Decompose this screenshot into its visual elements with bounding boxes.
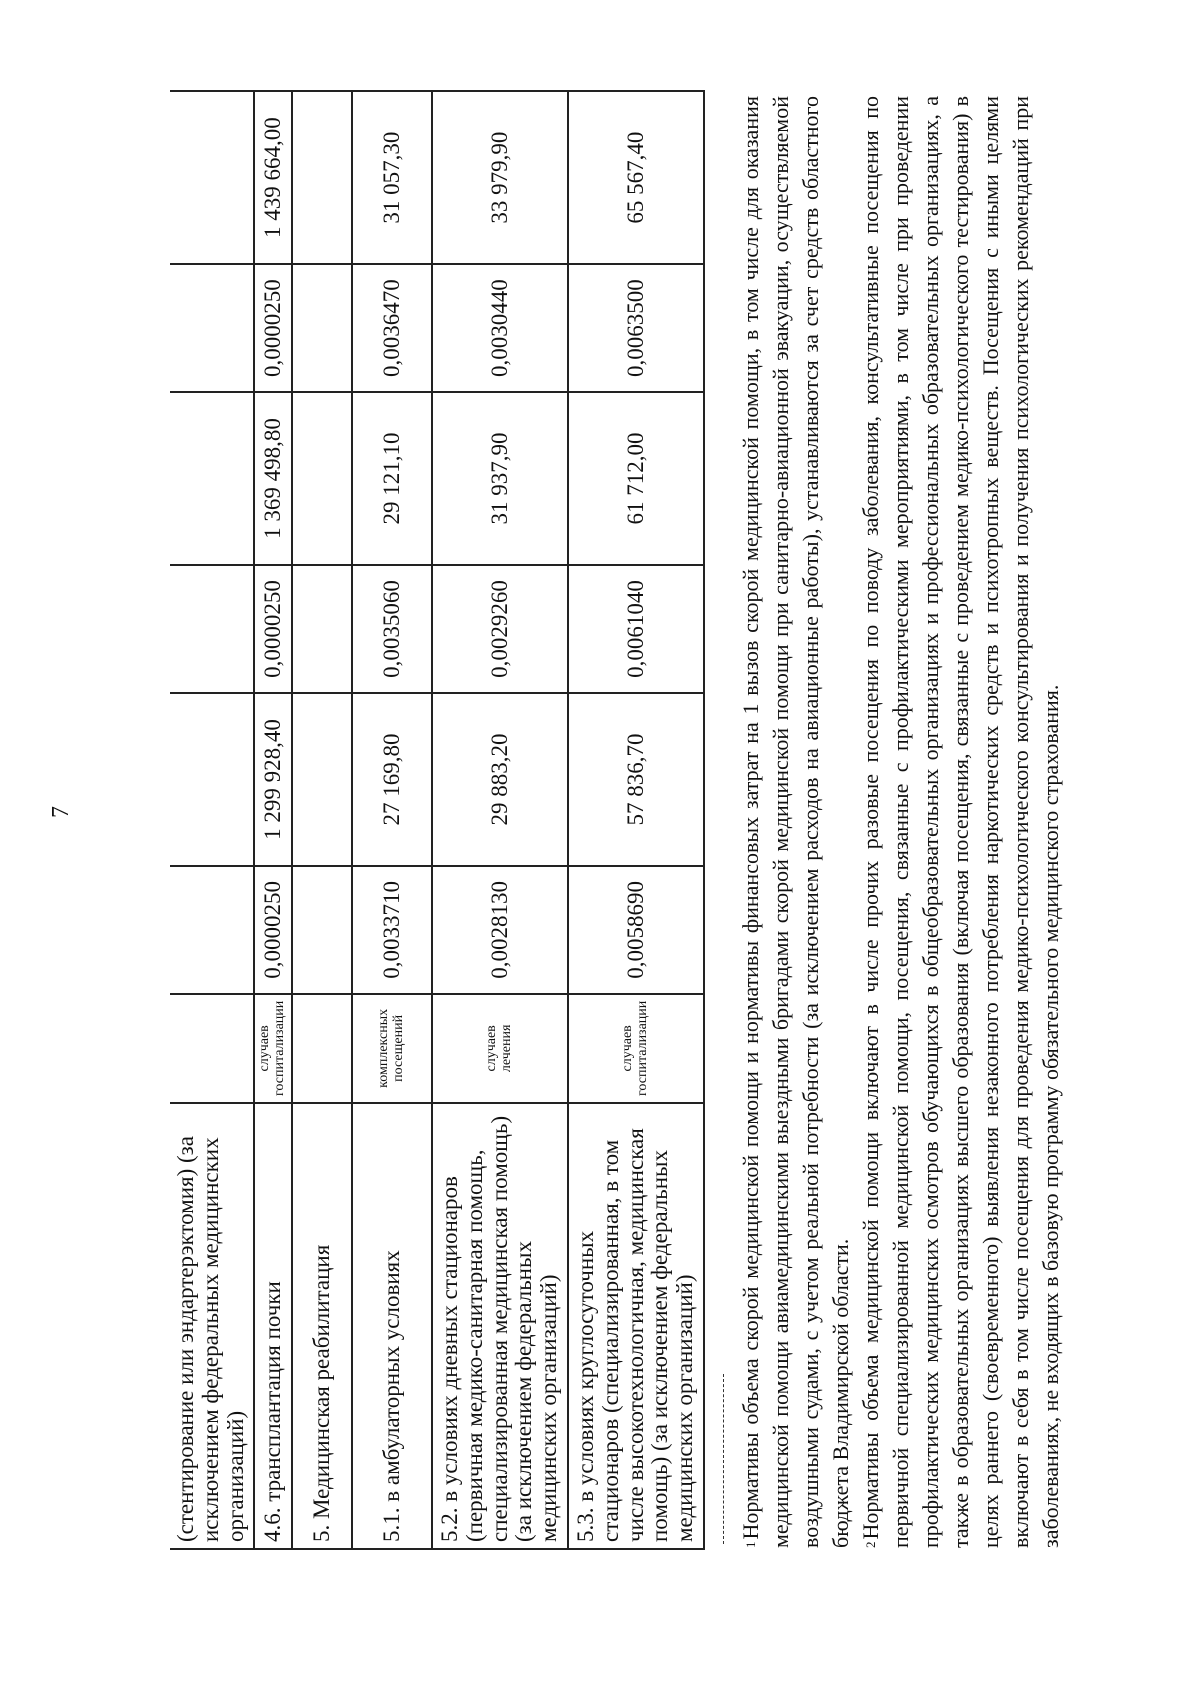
- value-cell: 0,0033710: [352, 866, 432, 994]
- page-number: 7: [48, 806, 74, 818]
- value-cell: [292, 565, 352, 693]
- value-cell: [292, 866, 352, 994]
- row-label: (стентирование или эндартерэктомия) (за исключением федеральных медицинских организаций): [170, 1103, 254, 1549]
- value-cell: [292, 91, 352, 264]
- value-cell: 1 369 498,80: [254, 392, 292, 565]
- value-cell: 0,0058690: [568, 866, 704, 994]
- value-cell: 29 121,10: [352, 392, 432, 565]
- footnote-text: Нормативы объема скорой медицинской помощи и нормативы финансовых затрат на 1 вызов скорой медицинской помощи, в том числе для оказания медицинской помощи авиамедицинскими выездными бригадами скорой медицинской помощи при санитарно-авиационной эвакуации, осуществляемой воздушными судами, с учетом реальной потребности (за исключением расходов на авиационные работы), устанавливаются за счет средств областного бюджета Владимирской области.: [738, 96, 853, 1548]
- value-cell: 31 057,30: [352, 91, 432, 264]
- unit-cell: случаев госпитализации: [568, 994, 704, 1103]
- table-row: [352, 91, 432, 1549]
- value-cell: 0,0029260: [432, 565, 568, 693]
- unit-cell: [292, 994, 352, 1103]
- row-label: 5.3. в условиях круглосуточных стационаров (специализированная, в том числе высокотехнологичная, медицинская помощь) (за исключением федеральных медицинских организаций): [568, 1103, 704, 1549]
- rotated-content: [170, 90, 1070, 1550]
- value-cell: [292, 264, 352, 392]
- footnote-text: Нормативы объема медицинской помощи включают в числе прочих разовые посещения по поводу заболевания, консультативные посещения по первичной специализированной медицинской помощи, посещения, связанные с профилактическими мероприятиями, в том числе при проведении профилактических медицинских осмотров обучающихся в общеобразовательных организациях и профессиональных образовательных организациях, а также в образовательных организациях высшего образования (включая посещения, связанные с проведением медико-психологического тестирования) в целях раннего (своевременного) выявления незаконного потребления наркотических средств и психотропных веществ. Посещения с иными целями включают в себя в том числе посещения для проведения медико-психологического консультирования и получения психологических рекомендаций при заболеваниях, не входящих в базовую программу обязательного медицинского страхования.: [858, 96, 1063, 1548]
- table-row: [432, 91, 568, 1549]
- value-cell: [170, 866, 254, 994]
- row-label: 4.6. трансплантация почки: [254, 1103, 292, 1549]
- footnote-1: [736, 96, 856, 1548]
- value-cell: 1 439 664,00: [254, 91, 292, 264]
- table-row: [568, 91, 704, 1549]
- value-cell: 27 169,80: [352, 693, 432, 866]
- value-cell: [292, 392, 352, 565]
- value-cell: 0,0000250: [254, 866, 292, 994]
- value-cell: [170, 693, 254, 866]
- unit-cell: [170, 994, 254, 1103]
- footnotes: [736, 96, 1066, 1548]
- value-cell: 61 712,00: [568, 392, 704, 565]
- row-label: 5. Медицинская реабилитация: [292, 1103, 352, 1549]
- footnote-separator: [723, 1374, 724, 1544]
- value-cell: 65 567,40: [568, 91, 704, 264]
- value-cell: 0,0035060: [352, 565, 432, 693]
- value-cell: 0,0036470: [352, 264, 432, 392]
- value-cell: [170, 565, 254, 693]
- value-cell: 29 883,20: [432, 693, 568, 866]
- unit-cell: случаев госпитализации: [254, 994, 292, 1103]
- footnote-2: [856, 96, 1066, 1548]
- unit-cell: случаев лечения: [432, 994, 568, 1103]
- footnote-marker: 2: [863, 1541, 878, 1548]
- table-row: [254, 91, 292, 1549]
- value-cell: 0,0063500: [568, 264, 704, 392]
- table-row: [170, 91, 254, 1549]
- value-cell: 33 979,90: [432, 91, 568, 264]
- value-cell: [170, 91, 254, 264]
- value-cell: [292, 693, 352, 866]
- value-cell: [170, 264, 254, 392]
- row-label: 5.1. в амбулаторных условиях: [352, 1103, 432, 1549]
- footnote-marker: 1: [743, 1541, 758, 1548]
- value-cell: 0,0030440: [432, 264, 568, 392]
- value-cell: 1 299 928,40: [254, 693, 292, 866]
- value-cell: 31 937,90: [432, 392, 568, 565]
- value-cell: 57 836,70: [568, 693, 704, 866]
- value-cell: 0,0000250: [254, 565, 292, 693]
- row-label: 5.2. в условиях дневных стационаров (первичная медико-санитарная помощь, специализированная медицинская помощь) (за исключением федеральных медицинских организаций): [432, 1103, 568, 1549]
- unit-cell: комплексных посещений: [352, 994, 432, 1103]
- table-row: [292, 91, 352, 1549]
- value-cell: [170, 392, 254, 565]
- value-cell: 0,0061040: [568, 565, 704, 693]
- value-cell: 0,0000250: [254, 264, 292, 392]
- value-cell: 0,0028130: [432, 866, 568, 994]
- norms-table: [170, 90, 705, 1550]
